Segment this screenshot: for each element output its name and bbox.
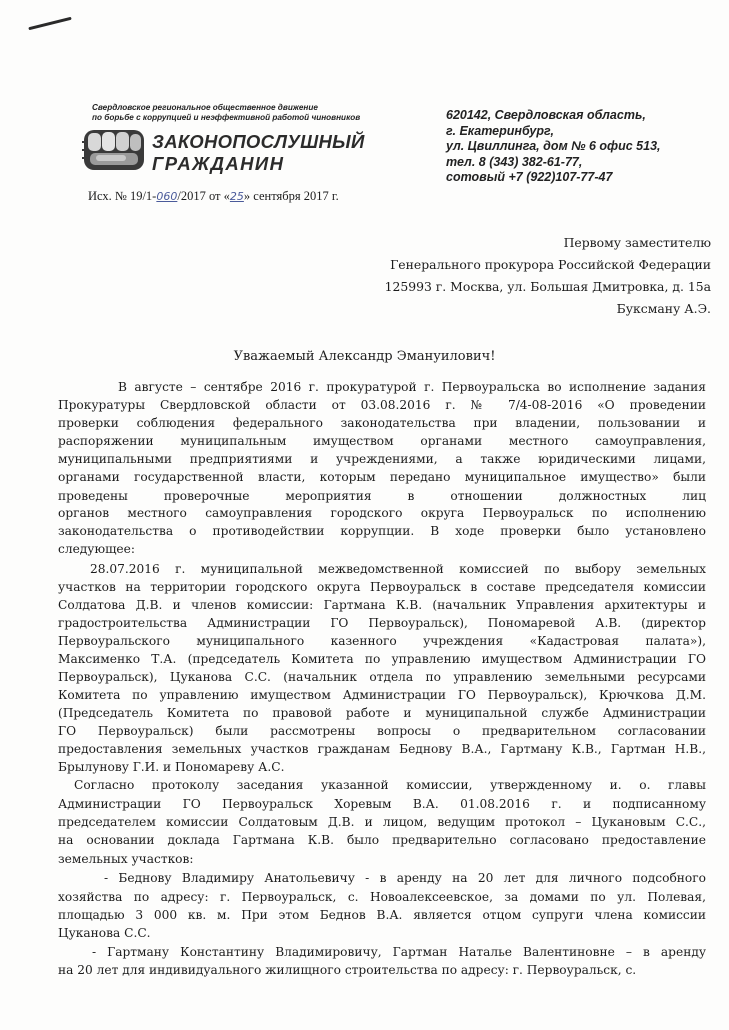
body-line: законодательства о противодействии коррупции. В ходе проверки было установлено xyxy=(58,524,706,538)
greeting: Уважаемый Александр Эмануилович! xyxy=(233,349,496,364)
org-name-line-2: по борьбе с коррупцией и неэффективной работой чиновников xyxy=(92,113,361,122)
body-line: на основании доклада Гартмана К.В. было предварительно согласовано предоставление xyxy=(58,833,706,847)
body-line: Первоуральск), Цуканова С.С. (начальник отдела по управлению земельными ресурсами xyxy=(58,670,706,684)
recipient-line-3: 125993 г. Москва, ул. Большая Дмитровка, д. 15а xyxy=(384,279,711,294)
body-line: Прокуратуры Свердловской области от 03.08.2016 г. № 7/4-08-2016 «О проведении xyxy=(58,398,706,412)
body-line: Брылунову Г.И. и Пономареву А.С. xyxy=(58,760,285,774)
outgoing-prefix: Исх. № 19/1- xyxy=(88,189,157,203)
address-line-3: ул. Цвиллинга, дом № 6 офис 513, xyxy=(446,139,661,153)
recipient-line-2: Генерального прокурора Российской Федерации xyxy=(390,257,711,272)
body-line: участков на территории городского округа Первоуральск в составе председателя комиссии xyxy=(58,580,706,594)
body-line: председателем комиссии Солдатовым Д.В. и лицом, ведущим протокол – Цукановым С.С., xyxy=(58,815,706,829)
scan-pen-mark xyxy=(28,17,71,31)
fist-logo-icon xyxy=(82,124,148,176)
logo-name-line-1: ЗАКОНОПОСЛУШНЫЙ xyxy=(152,131,365,152)
body-line: распоряжении муниципальным имуществом органами местного самоуправления, xyxy=(58,434,706,448)
body-line: (Председатель Комитета по правовой работе и муниципальной службе Администрации xyxy=(58,706,706,720)
handwritten-day: 25 xyxy=(229,190,244,203)
body-line: Цуканова С.С. xyxy=(58,926,151,940)
recipient-line-4: Буксману А.Э. xyxy=(616,301,711,316)
logo-name-line-2: ГРАЖДАНИН xyxy=(152,153,285,174)
body-line: Согласно протоколу заседания указанной комиссии, утвержденному и. о. главы xyxy=(74,778,706,792)
body-line: В августе – сентябре 2016 г. прокуратурой г. Первоуральска во исполнение задания xyxy=(118,380,706,394)
body-line: Первоуральского муниципального казенного учреждения «Кадастровая палата»), xyxy=(58,634,706,648)
body-line: - Гартману Константину Владимировичу, Гартман Наталье Валентиновне – в аренду xyxy=(92,945,706,959)
body-line: проверки соблюдения федерального законодательства при владении, пользовании и xyxy=(58,416,706,430)
outgoing-year: /2017 от « xyxy=(177,189,230,203)
body-line: муниципальными предприятиями и учреждениями, а также юридическими лицами, xyxy=(58,452,706,466)
body-line: Комитета по управлению имуществом Администрации ГО Первоуральск), Крючкова Д.М. xyxy=(58,688,706,702)
body-line: проведены проверочные мероприятия в отношении должностных лиц xyxy=(58,489,706,503)
body-line: Администрации ГО Первоуральск Хоревым В.А. 01.08.2016 г. и подписанному xyxy=(58,797,706,811)
address-line-1: 620142, Свердловская область, xyxy=(446,108,646,122)
address-line-4: тел. 8 (343) 382-61-77, xyxy=(446,155,583,169)
body-line: органов местного самоуправления городского округа Первоуральск по исполнению xyxy=(58,506,706,520)
body-line: градостроительства Администрации ГО Первоуральск), Пономаревой А.В. (директор xyxy=(58,616,706,630)
body-line: площадью 3 000 кв. м. При этом Беднов В.А. является отцом супруги члена комиссии xyxy=(58,908,706,922)
body-line: органами государственной власти, которым передано муниципальное имущество» были xyxy=(58,470,706,484)
body-line: земельных участков: xyxy=(58,852,194,866)
outgoing-reference xyxy=(88,189,339,204)
body-line: Солдатова Д.В. и членов комиссии: Гартмана К.В. (начальник Управления архитектуры и xyxy=(58,598,706,612)
body-line: Максименко Т.А. (председатель Комитета по управлению имуществом Администрации ГО xyxy=(58,652,706,666)
handwritten-number: 060 xyxy=(156,190,178,203)
body-line: хозяйства по адресу: г. Первоуральск, с. Новоалексеевское, за домами по ул. Полевая, xyxy=(58,890,706,904)
address-line-5: сотовый +7 (922)107-77-47 xyxy=(446,170,613,184)
outgoing-suffix: » сентября 2017 г. xyxy=(243,189,339,203)
body-line: 28.07.2016 г. муниципальной межведомственной комиссией по выбору земельных xyxy=(90,562,706,576)
address-line-2: г. Екатеринбург, xyxy=(446,124,554,138)
body-line: следующее: xyxy=(58,542,135,556)
body-line: - Беднову Владимиру Анатольевичу - в аренду на 20 лет для личного подсобного xyxy=(104,871,706,885)
recipient-line-1: Первому заместителю xyxy=(563,235,711,250)
org-name-line-1: Свердловское региональное общественное движение xyxy=(92,103,318,112)
body-line: предоставления земельных участков гражданам Беднову В.А., Гартману К.В., Гартман Н.В., xyxy=(58,742,706,756)
body-line: ГО Первоуральск) были рассмотрены вопросы о предварительном согласовании xyxy=(58,724,706,738)
body-line: на 20 лет для индивидуального жилищного строительства по адресу: г. Первоуральск, с. xyxy=(58,963,637,977)
